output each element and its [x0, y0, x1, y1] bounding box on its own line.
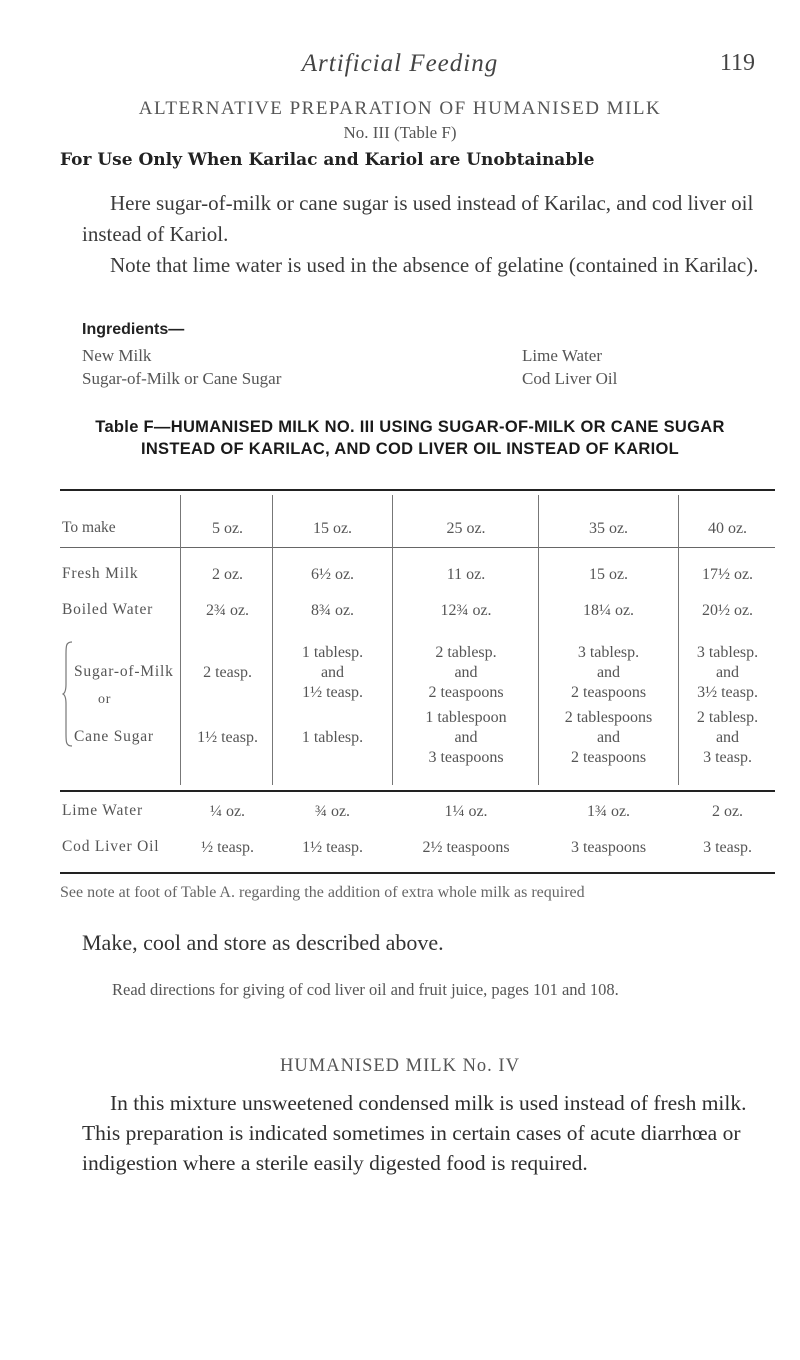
table-header-rule	[60, 547, 775, 548]
table-cell: ¾ oz.	[314, 803, 351, 820]
table-cell	[680, 643, 775, 703]
table-cell: 3 teasp.	[703, 839, 752, 856]
ingredient-item: New Milk	[82, 346, 152, 365]
ingredient-item: Cod Liver Oil	[522, 369, 618, 388]
table-cell: 18¼ oz.	[582, 602, 635, 619]
table-cell: ½ teasp.	[201, 839, 254, 856]
brace-icon	[62, 640, 74, 748]
intro-paragraph-2	[82, 250, 762, 281]
read-directions-text: Read directions for giving of cod liver oil and fruit juice, pages 101 and 108.	[112, 980, 619, 999]
table-title-line-2: INSTEAD OF KARILAC, AND COD LIVER OIL INSTEAD OF KARIOL	[140, 440, 680, 458]
cell-line: 2 teaspoons	[570, 749, 647, 766]
make-instruction: Make, cool and store as described above.	[82, 930, 444, 955]
column-divider	[678, 495, 679, 785]
table-cell: 15 oz.	[588, 566, 629, 583]
table-cell: 12¾ oz.	[440, 602, 492, 619]
section-title: ALTERNATIVE PREPARATION OF HUMANISED MILK	[138, 98, 662, 119]
table-cell: 1 tablesp.	[301, 729, 364, 746]
row-label-sugar-of-milk: Sugar-of-Milk	[74, 663, 174, 680]
table-cell	[680, 708, 775, 768]
table-cell: 1¾ oz.	[586, 803, 631, 820]
ingredient-item: Lime Water	[522, 346, 602, 365]
table-top-rule	[60, 489, 775, 491]
running-title: Artificial Feeding	[301, 50, 499, 77]
table-cell: 2 teasp.	[203, 664, 252, 681]
row-label-or: or	[98, 692, 112, 707]
header-5oz: 5 oz.	[211, 520, 244, 537]
table-cell: 1½ teasp.	[302, 839, 363, 856]
cell-line: and	[596, 664, 621, 681]
cell-line: 1 tablespoon	[425, 709, 507, 726]
table-cell: 2 oz.	[211, 566, 244, 583]
row-label-lime-water: Lime Water	[62, 802, 143, 819]
cell-line: 2 tablesp.	[435, 644, 497, 661]
table-cell	[540, 708, 677, 768]
cell-line: 3 teasp.	[703, 749, 752, 766]
table-cell	[540, 643, 677, 703]
ingredient-item: Sugar-of-Milk or Cane Sugar	[82, 369, 282, 388]
section-4-title: HUMANISED MILK No. IV	[280, 1056, 520, 1076]
table-cell: 17½ oz.	[701, 566, 754, 583]
header-35oz: 35 oz.	[588, 520, 629, 537]
table-cell: 2 oz.	[711, 803, 744, 820]
table-footnote: See note at foot of Table A. regarding the addition of extra whole milk as required	[60, 884, 585, 901]
cell-line: and	[454, 664, 478, 681]
read-directions	[82, 978, 772, 1001]
section-note: For Use Only When Karilac and Kariol are Unobtainable	[60, 150, 595, 170]
section-4-paragraph	[82, 1088, 772, 1178]
header-25oz: 25 oz.	[446, 520, 486, 537]
table-title-line-1: Table F—HUMANISED MILK NO. III USING SUGAR-OF-MILK OR CANE SUGAR	[95, 418, 725, 436]
table-cell: 20½ oz.	[701, 602, 754, 619]
page-number: 119	[719, 50, 755, 76]
row-label-boiled-water: Boiled Water	[62, 601, 154, 618]
row-label-cod-liver-oil: Cod Liver Oil	[62, 838, 160, 855]
cell-line: 2 tablespoons	[564, 709, 653, 726]
intro-text-1: Here sugar-of-milk or cane sugar is used instead of Karilac, and cod liver oil instead of Kariol.	[82, 191, 754, 246]
running-head	[0, 50, 800, 84]
table-cell	[275, 643, 390, 703]
header-to-make: To make	[62, 519, 116, 536]
table-cell: 3 teaspoons	[570, 839, 647, 856]
table-cell: ¼ oz.	[209, 803, 246, 820]
table-cell: 1½ teasp.	[197, 729, 258, 746]
section-4-text: In this mixture unsweetened condensed milk is used instead of fresh milk. This preparation is indicated sometimes in certain cases of acute diarrhœa or indigestion where a sterile easily digested food is required.	[82, 1091, 747, 1175]
table-bottom-rule	[60, 790, 775, 792]
cell-line: 2 teaspoons	[570, 684, 647, 701]
header-40oz: 40 oz.	[707, 520, 748, 537]
cell-line: 2 tablesp.	[696, 709, 759, 726]
intro-paragraph-1	[82, 188, 762, 250]
cell-line: 3½ teasp.	[697, 684, 758, 701]
column-divider	[392, 495, 393, 785]
cell-line: and	[320, 664, 345, 681]
table-cell	[395, 643, 537, 703]
cell-line: 1½ teasp.	[302, 684, 363, 701]
table-cell: 6½ oz.	[310, 566, 355, 583]
header-15oz: 15 oz.	[312, 520, 353, 537]
table-cell	[395, 708, 537, 768]
cell-line: 3 tablesp.	[696, 644, 759, 661]
table-cell: 2½ teaspoons	[422, 839, 510, 856]
cell-line: 3 tablesp.	[577, 644, 640, 661]
table-cell: 8¾ oz.	[310, 602, 355, 619]
table-cell: 11 oz.	[446, 566, 486, 583]
cell-line: and	[715, 729, 740, 746]
table-end-rule	[60, 872, 775, 874]
table-cell: 2¾ oz.	[205, 602, 250, 619]
cell-line: 2 teaspoons	[428, 684, 504, 701]
ingredients-heading: Ingredients—	[82, 321, 185, 338]
column-divider	[180, 495, 181, 785]
row-label-cane-sugar: Cane Sugar	[74, 728, 154, 745]
cell-line: 1 tablesp.	[301, 644, 364, 661]
cell-line: 3 teaspoons	[428, 749, 504, 766]
cell-line: and	[454, 729, 478, 746]
row-label-fresh-milk: Fresh Milk	[62, 565, 139, 582]
cell-line: and	[715, 664, 740, 681]
column-divider	[538, 495, 539, 785]
intro-text-2: Note that lime water is used in the absence of gelatine (contained in Karilac).	[110, 253, 759, 277]
cell-line: and	[596, 729, 621, 746]
table-cell: 1¼ oz.	[444, 803, 488, 820]
section-subtitle: No. III (Table F)	[343, 123, 457, 142]
column-divider	[272, 495, 273, 785]
